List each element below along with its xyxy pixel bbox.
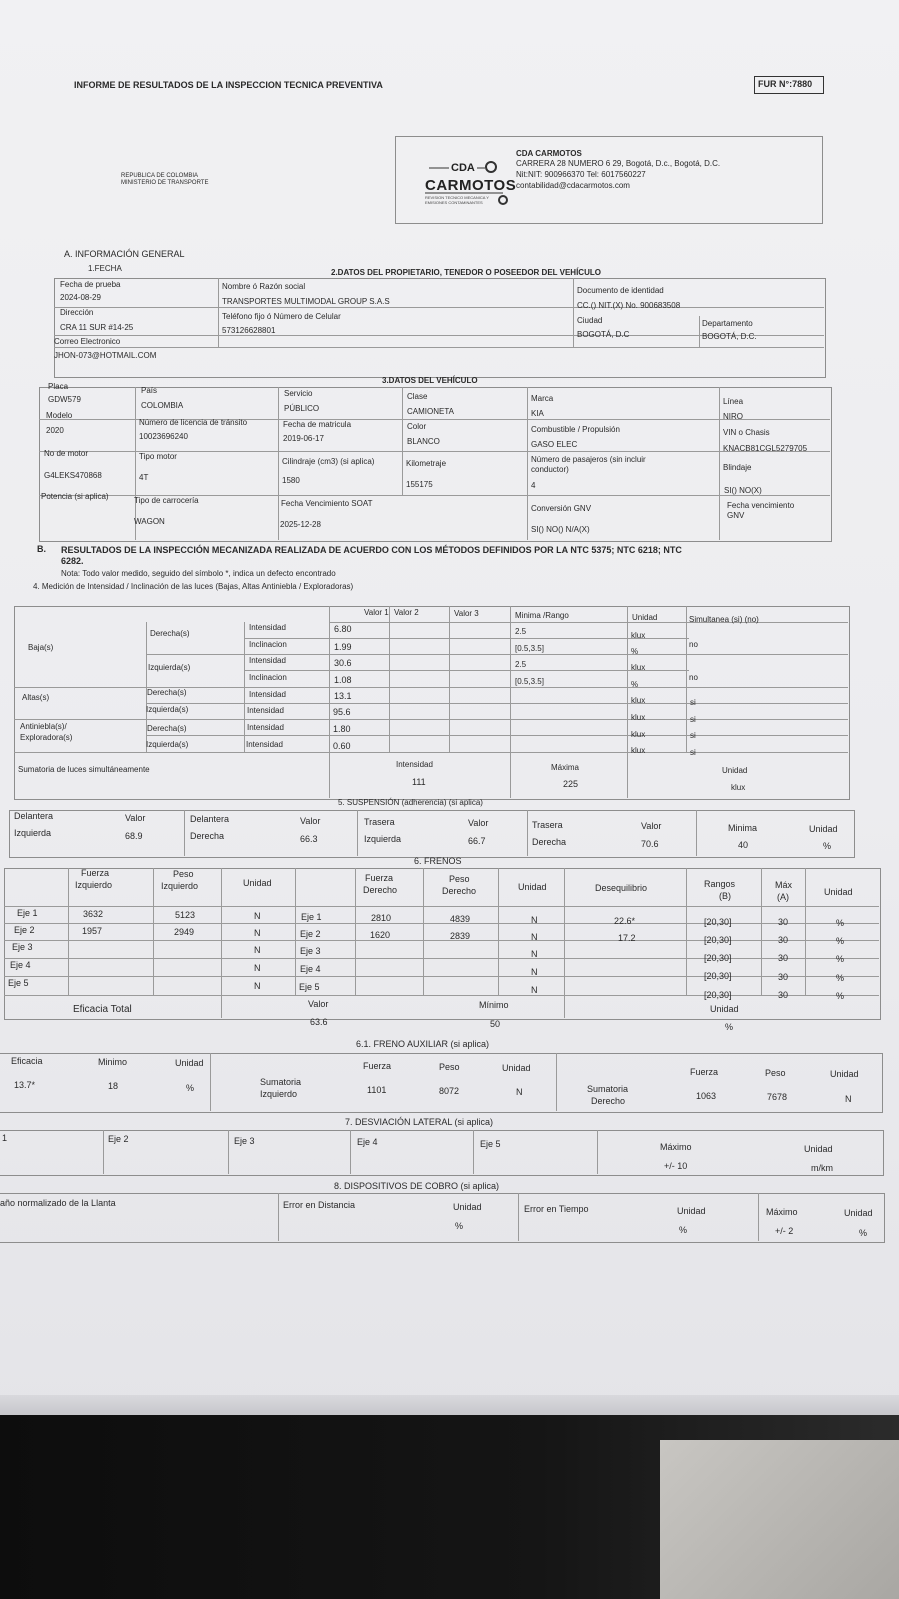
- dir-label: Dirección: [60, 308, 94, 317]
- luces-h-sim: Simultanea (si) (no): [689, 615, 759, 624]
- luces-h-min: Minima /Rango: [515, 611, 569, 620]
- cda-address: CARRERA 28 NUMERO 6 29, Bogotá, D.c., Bogotá, D.C.: [516, 159, 721, 168]
- luces-r4-min: [0.5,3.5]: [515, 677, 544, 686]
- luces-r3-type: Intensidad: [249, 656, 286, 665]
- combustible-value: GASO ELEC: [531, 440, 578, 449]
- frenos-valor-label: Valor: [308, 999, 329, 1009]
- frenos-eje4-n1: N: [254, 963, 261, 973]
- doc-value: CC.() NIT.(X) No. 900683508: [577, 301, 681, 310]
- susp-del-izq-2: Izquierda: [14, 828, 52, 838]
- frenos-eje2-n1: N: [254, 928, 261, 938]
- modelo-label: Modelo: [46, 411, 73, 420]
- fecha-prueba-label: Fecha de prueba: [60, 280, 121, 289]
- color-value: BLANCO: [407, 437, 440, 446]
- luces-h-unidad: Unidad: [632, 613, 658, 622]
- aux-sum-der-2: Derecho: [591, 1096, 626, 1106]
- frenos-eje2-pi: 2949: [174, 927, 195, 937]
- frenos-eje1-n1: N: [254, 911, 261, 921]
- susp-minima: Minima: [728, 823, 758, 833]
- susp-del-der: Delantera: [190, 814, 230, 824]
- owner-title: 2.DATOS DEL PROPIETARIO, TENEDOR O POSEEDOR DEL VEHÍCULO: [331, 268, 601, 277]
- suspension-title: 5. SUSPENSIÓN (adherencia) (si aplica): [338, 798, 483, 807]
- aux-n-der: N: [845, 1094, 852, 1104]
- luces-r6-value: 95.6: [333, 707, 351, 717]
- frenos-eje2-label-r: Eje 2: [300, 929, 321, 939]
- luces-r7-unit: klux: [631, 730, 646, 739]
- luces-r1-type: Intensidad: [249, 623, 286, 632]
- pais-value: COLOMBIA: [141, 401, 184, 410]
- aux-fuerza-label-2: Fuerza: [690, 1067, 719, 1077]
- cda-logo: [423, 158, 517, 206]
- frenos-eje1-fi: 3632: [83, 909, 104, 919]
- frenos-title: 6. FRENOS: [414, 856, 462, 866]
- luces-sum-max-label: Máxima: [551, 763, 580, 772]
- luces-sum-max: 225: [563, 779, 579, 789]
- tipo-motor-value: 4T: [139, 473, 149, 482]
- depto-label: Departamento: [702, 319, 753, 328]
- frenos-eje1-rango: [20,30]: [704, 917, 732, 927]
- susp-del-der-v: 66.3: [300, 834, 318, 844]
- aux-peso-label-1: Peso: [439, 1062, 460, 1072]
- desv-eje5: Eje 5: [480, 1139, 501, 1149]
- carroceria-value: WAGON: [134, 517, 165, 526]
- frenos-eje2-fi: 1957: [82, 926, 103, 936]
- susp-valor-1: Valor: [125, 813, 146, 823]
- tipo-motor-label: Tipo motor: [139, 452, 177, 461]
- luces-anti: Antiniebla(s)/: [20, 722, 67, 731]
- susp-unit-v: %: [823, 841, 832, 851]
- gnv-venc-label-2: GNV: [727, 511, 745, 520]
- aux-fuerza-label-1: Fuerza: [363, 1061, 392, 1071]
- luces-r1-value: 6.80: [334, 624, 352, 634]
- fecha-prueba: 2024-08-29: [60, 293, 101, 302]
- frenos-h-pi-2: Izquierdo: [161, 881, 199, 891]
- frenos-minimo: 50: [490, 1019, 501, 1029]
- frenos-eje1-pd: 4839: [450, 914, 471, 924]
- aux-minimo-label: Minimo: [98, 1057, 128, 1067]
- susp-unidad: Unidad: [809, 824, 838, 834]
- frenos-h-rango: Rangos: [704, 879, 736, 889]
- desv-unidad-label: Unidad: [804, 1144, 833, 1154]
- cilindraje-value: 1580: [282, 476, 300, 485]
- km-value: 155175: [406, 480, 433, 489]
- aux-unidad-label-2: Unidad: [502, 1063, 531, 1073]
- susp-valor-2: Valor: [300, 816, 321, 826]
- vin-label: VIN o Chasis: [723, 428, 770, 437]
- frenos-eje4-label: Eje 4: [10, 960, 31, 970]
- logo-tagline: REVISION TECNICO MECANICA Y EMISIONES CONTAMINANTES: [425, 195, 489, 205]
- aux-minimo: 18: [108, 1081, 119, 1091]
- luces-sumatoria: Sumatoria de luces simultáneamente: [18, 765, 150, 774]
- vin-value: KNACB81CGL5279705: [723, 444, 808, 453]
- desv-eje4: Eje 4: [357, 1137, 378, 1147]
- servicio-value: PÚBLICO: [284, 404, 320, 413]
- matricula-label: Fecha de matricula: [283, 420, 352, 429]
- aux-eficacia: 13.7*: [14, 1080, 36, 1090]
- aux-unidad-label-3: Unidad: [830, 1069, 859, 1079]
- frenos-eje5-n2: N: [531, 985, 538, 995]
- gnv-value: SI() NO() N/A(X): [531, 525, 590, 534]
- frenos-eje3-label: Eje 3: [12, 942, 33, 952]
- susp-valor-3: Valor: [468, 818, 489, 828]
- results-letter: B.: [37, 544, 46, 554]
- color-label: Color: [407, 422, 427, 431]
- results-title-2: 6282.: [61, 556, 84, 566]
- report-title: INFORME DE RESULTADOS DE LA INSPECCION TECNICA PREVENTIVA: [74, 80, 383, 90]
- luces-r5-type: Intensidad: [249, 690, 286, 699]
- luces-r8-unit: klux: [631, 746, 646, 755]
- frenos-eje4-label-r: Eje 4: [300, 964, 321, 974]
- susp-tra-der-v: 70.6: [641, 839, 659, 849]
- fecha-title: 1.FECHA: [88, 264, 122, 273]
- susp-tra-izq-v: 66.7: [468, 836, 486, 846]
- republica-label: REPUBLICA DE COLOMBIA: [121, 173, 199, 179]
- cobro-pct-1: %: [455, 1221, 464, 1231]
- blindaje-value: SI() NO(X): [724, 486, 762, 495]
- susp-valor-4: Valor: [641, 821, 662, 831]
- cobro-err-tiempo: Error en Tiempo: [524, 1204, 589, 1214]
- luces-r7-value: 1.80: [333, 724, 351, 734]
- frenos-eje1-pct: %: [836, 918, 845, 928]
- frenos-eje5-rango: [20,30]: [704, 990, 732, 1000]
- frenos-eje5-label: Eje 5: [8, 978, 29, 988]
- correo-label: Correo Electronico: [54, 337, 121, 346]
- susp-tra-der: Trasera: [532, 820, 563, 830]
- depto-value: BOGOTÁ, D.C.: [702, 332, 757, 341]
- luces-anti-2: Exploradora(s): [20, 733, 73, 742]
- susp-del-izq: Delantera: [14, 811, 54, 821]
- frenos-eficacia-total: Eficacia Total: [73, 1004, 132, 1015]
- cobro-pct-2: %: [679, 1225, 688, 1235]
- luces-r2-type: Inclinacion: [249, 640, 287, 649]
- licencia-value: 10023696240: [139, 432, 188, 441]
- cda-email: contabilidad@cdacarmotos.com: [516, 181, 630, 190]
- luces-altas: Altas(s): [22, 693, 50, 702]
- luces-altas-izq: Izquierda(s): [146, 705, 189, 714]
- frenos-eje2-deseq: 17.2: [618, 933, 636, 943]
- luces-baja-der: Derecha(s): [150, 629, 190, 638]
- frenos-h-pd-2: Derecho: [442, 886, 477, 896]
- luces-sim-baja-der: no: [689, 640, 698, 649]
- luces-r4-type: Inclinacion: [249, 673, 287, 682]
- desv-maximo-label: Máximo: [660, 1142, 692, 1152]
- desv-eje3: Eje 3: [234, 1136, 255, 1146]
- linea-label: Línea: [723, 397, 744, 406]
- aux-f-izq: 1101: [367, 1085, 387, 1095]
- logo-gear-icon: [423, 158, 510, 206]
- cobro-maximo-label: Máximo: [766, 1207, 798, 1217]
- luces-r3-unit: klux: [631, 663, 646, 672]
- luces-altas-der: Derecha(s): [147, 688, 187, 697]
- frenos-eje3-n2: N: [531, 949, 538, 959]
- results-note: Nota: Todo valor medido, seguido del símbolo *, indica un defecto encontrado: [61, 569, 336, 578]
- frenos-unidad-label: Unidad: [710, 1004, 739, 1014]
- gnv-venc-label: Fecha vencimiento: [727, 501, 795, 510]
- pasajeros-label: Número de pasajeros (sin incluir: [531, 455, 646, 464]
- ciudad-value: BOGOTÁ, D.C: [577, 330, 630, 339]
- cobro-unidad-3: Unidad: [844, 1208, 873, 1218]
- desv-maximo: +/- 10: [664, 1161, 688, 1171]
- aux-unidad: %: [186, 1083, 195, 1093]
- servicio-label: Servicio: [284, 389, 313, 398]
- fur-number: FUR N°:7880: [758, 79, 813, 89]
- motor-label: No de motor: [44, 449, 89, 458]
- luces-r4-unit: %: [631, 680, 639, 689]
- auxiliar-title: 6.1. FRENO AUXILIAR (si aplica): [356, 1039, 490, 1049]
- aux-eficacia-label: Eficacia: [11, 1056, 43, 1066]
- susp-del-izq-v: 68.9: [125, 831, 143, 841]
- frenos-h-pd: Peso: [449, 874, 470, 884]
- cobro-unidad-1: Unidad: [453, 1202, 482, 1212]
- frenos-eje3-pct: %: [836, 954, 845, 964]
- km-label: Kilometraje: [406, 459, 447, 468]
- cda-name: CDA CARMOTOS: [516, 149, 582, 158]
- marca-value: KIA: [531, 409, 544, 418]
- vehicle-title: 3.DATOS DEL VEHÍCULO: [382, 376, 478, 385]
- tel-label: Teléfono fijo ó Número de Celular: [222, 312, 341, 321]
- pais-label: País: [141, 386, 158, 395]
- cobro-pct-3: %: [859, 1228, 868, 1238]
- aux-sum-der: Sumatoria: [587, 1084, 629, 1094]
- aux-p-der: 7678: [767, 1092, 788, 1102]
- placa-value: GDW579: [48, 395, 81, 404]
- desviacion-table: [0, 1130, 884, 1176]
- luces-r7-type: Intensidad: [247, 723, 284, 732]
- carroceria-label: Tipo de carrocería: [134, 496, 199, 505]
- cda-nit: Nit:NIT: 900966370 Tel: 6017560227: [516, 170, 646, 179]
- luces-baja-izq: Izquierda(s): [148, 663, 191, 672]
- luces-anti-der: Derecha(s): [147, 724, 187, 733]
- frenos-h-rango-2: (B): [719, 891, 731, 901]
- frenos-eje1-pi: 5123: [175, 910, 196, 920]
- dir-value: CRA 11 SUR #14-25: [60, 323, 134, 332]
- aux-peso-label-2: Peso: [765, 1068, 786, 1078]
- luces-sim-baja-izq: no: [689, 673, 698, 682]
- luces-r1-unit: klux: [631, 631, 646, 640]
- frenos-eje5-max: 30: [778, 990, 789, 1000]
- frenos-eje2-max: 30: [778, 935, 789, 945]
- cobro-table: [0, 1193, 885, 1243]
- susp-tra-izq: Trasera: [364, 817, 395, 827]
- frenos-h-fi-2: Izquierdo: [75, 880, 113, 890]
- luces-sum-unit-label: Unidad: [722, 766, 748, 775]
- frenos-eje2-fd: 1620: [370, 930, 391, 940]
- frenos-h-max-2: (A): [777, 892, 789, 902]
- frenos-eje2-rango: [20,30]: [704, 935, 732, 945]
- luces-sum-unit: klux: [731, 783, 746, 792]
- frenos-minimo-label: Mínimo: [479, 1000, 509, 1010]
- frenos-eje1-label: Eje 1: [17, 908, 38, 918]
- general-section-title: A. INFORMACIÓN GENERAL: [64, 249, 185, 259]
- frenos-h-max: Máx: [775, 880, 793, 890]
- frenos-h-unidad-2: Unidad: [518, 882, 547, 892]
- frenos-eje5-n1: N: [254, 981, 261, 991]
- luces-h-v1: Valor 1: [364, 608, 389, 617]
- luces-baja: Baja(s): [28, 643, 54, 652]
- frenos-eje4-n2: N: [531, 967, 538, 977]
- doc-label: Documento de identidad: [577, 286, 664, 295]
- luces-r8-sim: si: [690, 748, 696, 757]
- frenos-eje3-rango: [20,30]: [704, 953, 732, 963]
- luces-r5-value: 13.1: [334, 691, 352, 701]
- luces-anti-izq: Izquierda(s): [146, 740, 189, 749]
- luces-r6-type: Intensidad: [247, 706, 284, 715]
- general-table: [54, 278, 826, 378]
- luces-r1-min: 2.5: [515, 627, 527, 636]
- frenos-h-fi: Fuerza: [81, 868, 110, 878]
- desv-unidad: m/km: [811, 1163, 833, 1173]
- pasajeros-label-2: conductor): [531, 465, 569, 474]
- soat-value: 2025-12-28: [280, 520, 321, 529]
- cobro-title: 8. DISPOSITIVOS DE COBRO (si aplica): [334, 1181, 500, 1191]
- results-title: RESULTADOS DE LA INSPECCIÓN MECANIZADA REALIZADA DE ACUERDO CON LOS MÉTODOS DEFINIDOS POR LA NTC 5375; NTC 6218; NTC: [61, 545, 682, 555]
- luces-r2-value: 1.99: [334, 642, 352, 652]
- frenos-h-deseq: Desequilibrio: [595, 883, 648, 893]
- frenos-h-fd-2: Derecho: [363, 885, 398, 895]
- frenos-h-unidad-1: Unidad: [243, 878, 272, 888]
- luces-r7-sim: si: [690, 731, 696, 740]
- motor-value: G4LEKS470868: [44, 471, 102, 480]
- luces-title: 4. Medición de Intensidad / Inclinación de las luces (Bajas, Altas Antiniebla / Exploradoras): [33, 582, 354, 591]
- aux-unidad-label: Unidad: [175, 1058, 204, 1068]
- aux-f-der: 1063: [696, 1091, 717, 1101]
- aux-sum-izq: Sumatoria: [260, 1077, 302, 1087]
- modelo-value: 2020: [46, 426, 64, 435]
- placa-label: Placa: [48, 382, 69, 391]
- fur-box: [754, 76, 824, 94]
- frenos-h-pi: Peso: [173, 869, 194, 879]
- frenos-unidad: %: [725, 1022, 734, 1032]
- luces-h-v2: Valor 2: [394, 608, 419, 617]
- desviacion-title: 7. DESVIACIÓN LATERAL (si aplica): [345, 1117, 494, 1127]
- luces-r6-sim: si: [690, 715, 696, 724]
- floor-background: [660, 1440, 899, 1599]
- frenos-eje5-label-r: Eje 5: [299, 982, 320, 992]
- aux-p-izq: 8072: [439, 1086, 460, 1096]
- frenos-eje3-n1: N: [254, 945, 261, 955]
- frenos-eje2-label: Eje 2: [14, 925, 35, 935]
- potencia-label: Potencia (si aplica): [41, 492, 109, 501]
- susp-tra-izq-2: Izquierda: [364, 834, 402, 844]
- razon-value: TRANSPORTES MULTIMODAL GROUP S.A.S: [222, 297, 390, 306]
- frenos-eje1-n2: N: [531, 915, 538, 925]
- frenos-eje1-max: 30: [778, 917, 789, 927]
- luces-r5-unit: klux: [631, 696, 646, 705]
- blindaje-label: Blindaje: [723, 463, 752, 472]
- frenos-eje3-max: 30: [778, 953, 789, 963]
- soat-label: Fecha Vencimiento SOAT: [281, 499, 373, 508]
- cobro-llanta: año normalizado de la Llanta: [0, 1198, 116, 1208]
- luces-r8-type: Intensidad: [246, 740, 283, 749]
- logo-cda-text: CDA: [451, 162, 475, 174]
- clase-value: CAMIONETA: [407, 407, 454, 416]
- cobro-unidad-2: Unidad: [677, 1206, 706, 1216]
- cobro-maximo: +/- 2: [775, 1226, 794, 1236]
- susp-tra-der-2: Derecha: [532, 837, 567, 847]
- cilindraje-label: Cilindraje (cm3) (si aplica): [282, 457, 375, 466]
- frenos-eje1-label-r: Eje 1: [301, 912, 322, 922]
- luces-r8-value: 0.60: [333, 741, 351, 751]
- gnv-label: Conversión GNV: [531, 504, 592, 513]
- frenos-eje1-fd: 2810: [371, 913, 392, 923]
- frenos-eje4-rango: [20,30]: [704, 971, 732, 981]
- licencia-label: Número de licencia de tránsito: [139, 418, 248, 427]
- susp-min-v: 40: [738, 840, 749, 850]
- pasajeros-value: 4: [531, 481, 536, 490]
- frenos-eje1-deseq: 22.6*: [614, 916, 636, 926]
- susp-del-der-2: Derecha: [190, 831, 225, 841]
- frenos-eje3-label-r: Eje 3: [300, 946, 321, 956]
- frenos-eje2-pct: %: [836, 936, 845, 946]
- frenos-eje5-pct: %: [836, 991, 845, 1001]
- frenos-h-unidad-3: Unidad: [824, 887, 853, 897]
- luces-r5-sim: si: [690, 698, 696, 707]
- matricula-value: 2019-06-17: [283, 434, 324, 443]
- luces-r6-unit: klux: [631, 713, 646, 722]
- luces-r3-value: 30.6: [334, 658, 352, 668]
- ministerio-label: MINISTERIO DE TRANSPORTE: [121, 180, 209, 186]
- logo-name-text: CARMOTOS: [425, 177, 517, 194]
- clase-label: Clase: [407, 392, 428, 401]
- correo-value: JHON-073@HOTMAIL.COM: [54, 351, 157, 360]
- marca-label: Marca: [531, 394, 554, 403]
- ciudad-label: Ciudad: [577, 316, 603, 325]
- desv-eje1: 1: [2, 1133, 8, 1143]
- frenos-eje2-n2: N: [531, 932, 538, 942]
- frenos-h-fd: Fuerza: [365, 873, 394, 883]
- aux-n-izq: N: [516, 1087, 523, 1097]
- combustible-label: Combustible / Propulsión: [531, 425, 620, 434]
- luces-sum-int-label: Intensidad: [396, 760, 433, 769]
- luces-h-v3: Valor 3: [454, 609, 479, 618]
- luces-r2-unit: %: [631, 647, 639, 656]
- cobro-err-dist: Error en Distancia: [283, 1200, 356, 1210]
- frenos-valor: 63.6: [310, 1017, 328, 1027]
- luces-r2-min: [0.5,3.5]: [515, 644, 544, 653]
- tel-value: 573126628801: [222, 326, 276, 335]
- frenos-eje4-pct: %: [836, 973, 845, 983]
- frenos-eje4-max: 30: [778, 972, 789, 982]
- luces-r3-min: 2.5: [515, 660, 527, 669]
- razon-label: Nombre ó Razón social: [222, 282, 306, 291]
- linea-value: NIRO: [723, 412, 743, 421]
- luces-sum-int: 111: [412, 777, 426, 787]
- desv-eje2: Eje 2: [108, 1134, 129, 1144]
- luces-r4-value: 1.08: [334, 675, 352, 685]
- aux-sum-izq-2: Izquierdo: [260, 1089, 298, 1099]
- frenos-eje2-pd: 2839: [450, 931, 471, 941]
